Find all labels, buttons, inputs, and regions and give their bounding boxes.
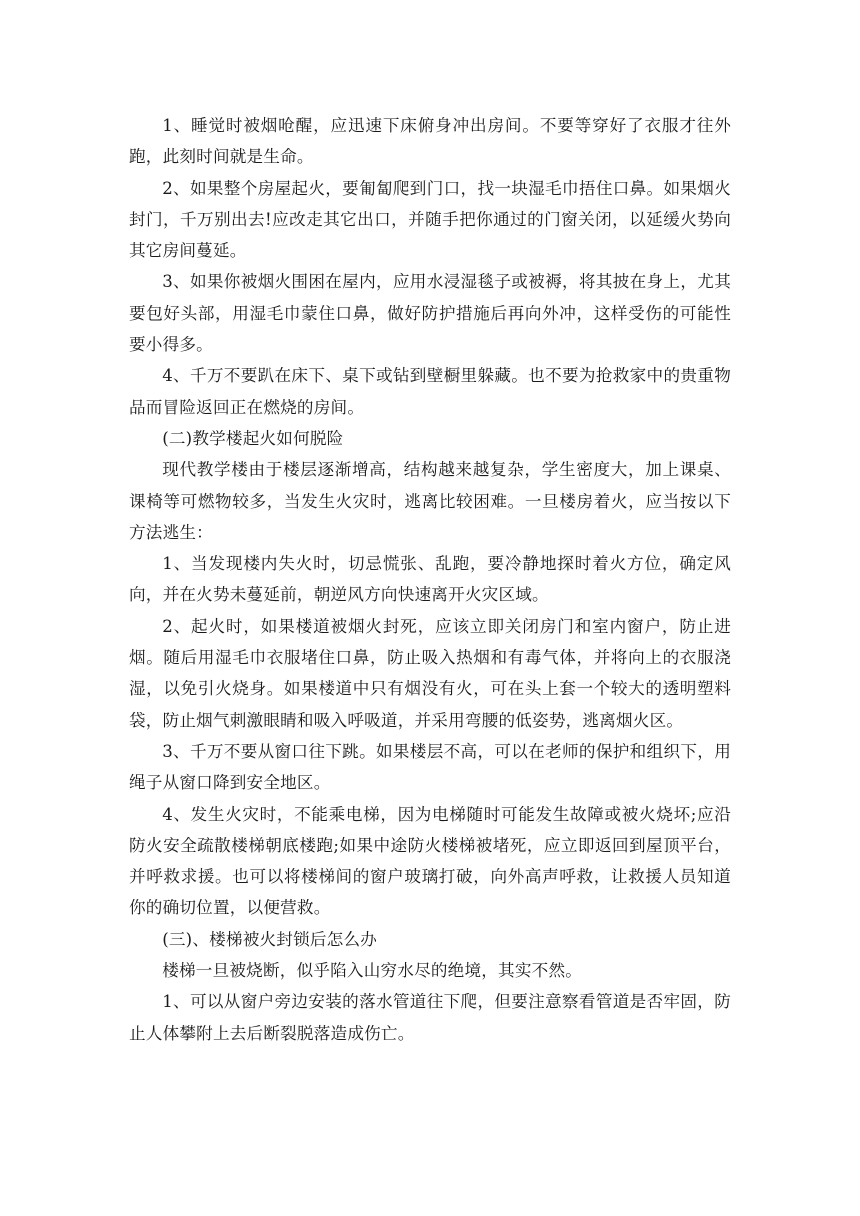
paragraph-school-tip-3: 3、千万不要从窗口往下跳。如果楼层不高，可以在老师的保护和组织下，用绳子从窗口降到安全地区。	[129, 741, 731, 793]
section-heading-stairs-blocked: (三)、楼梯被火封锁后怎么办	[162, 929, 378, 949]
paragraph-school-tip-2: 2、起火时，如果楼道被烟火封死，应该立即关闭房门和室内窗户，防止进烟。随后用湿毛巾衣服堵住口鼻，防止吸入热烟和有毒气体，并将向上的衣服浇湿，以免引火烧身。如果楼道中只有烟没有火，可在头上套一个较大的透明塑料袋，防止烟气刺激眼睛和吸入呼吸道，并采用弯腰的低姿势，逃离烟火区。	[129, 616, 731, 730]
paragraph-stairs-tip-1: 1、可以从窗户旁边安装的落水管道往下爬，但要注意察看管道是否牢固，防止人体攀附上去后断裂脱落造成伤亡。	[129, 992, 731, 1043]
paragraph-school-intro: 现代教学楼由于楼层逐渐增高，结构越来越复杂，学生密度大，加上课桌、课椅等可燃物较多，当发生火灾时，逃离比较困难。一旦楼房着火，应当按以下方法逃生：	[129, 460, 731, 542]
paragraph-stairs-intro: 楼梯一旦被烧断，似乎陷入山穷水尽的绝境，其实不然。	[162, 961, 583, 981]
paragraph-school-tip-4: 4、发生火灾时，不能乘电梯，因为电梯随时可能发生故障或被火烧坏;应沿防火安全疏散楼梯朝底楼跑;如果中途防火楼梯被堵死，应立即返回到屋顶平台，并呼救求援。也可以将楼梯间的窗户玻璃打破，向外高声呼救，让救援人员知道你的确切位置，以便营救。	[129, 804, 731, 918]
paragraph-home-fire-tip-2: 2、如果整个房屋起火，要匍匐爬到门口，找一块湿毛巾捂住口鼻。如果烟火封门，千万别出去!应改走其它出口，并随手把你通过的门窗关闭，以延缓火势向其它房间蔓延。	[129, 178, 731, 261]
paragraph-home-fire-tip-1: 1、睡觉时被烟呛醒，应迅速下床俯身冲出房间。不要等穿好了衣服才往外跑，此刻时间就是生命。	[129, 116, 731, 167]
paragraph-school-tip-1: 1、当发现楼内失火时，切忌慌张、乱跑，要冷静地探时着火方位，确定风向，并在火势未蔓延前，朝逆风方向快速离开火灾区域。	[129, 554, 731, 605]
paragraph-home-fire-tip-3: 3、如果你被烟火围困在屋内，应用水浸湿毯子或被褥，将其披在身上，尤其要包好头部，用湿毛巾蒙住口鼻，做好防护措施后再向外冲，这样受伤的可能性要小得多。	[129, 272, 731, 355]
paragraph-home-fire-tip-4: 4、千万不要趴在床下、桌下或钻到壁橱里躲藏。也不要为抢救家中的贵重物品而冒险返回正在燃烧的房间。	[129, 366, 731, 417]
section-heading-school-building: (二)教学楼起火如何脱险	[162, 428, 344, 448]
